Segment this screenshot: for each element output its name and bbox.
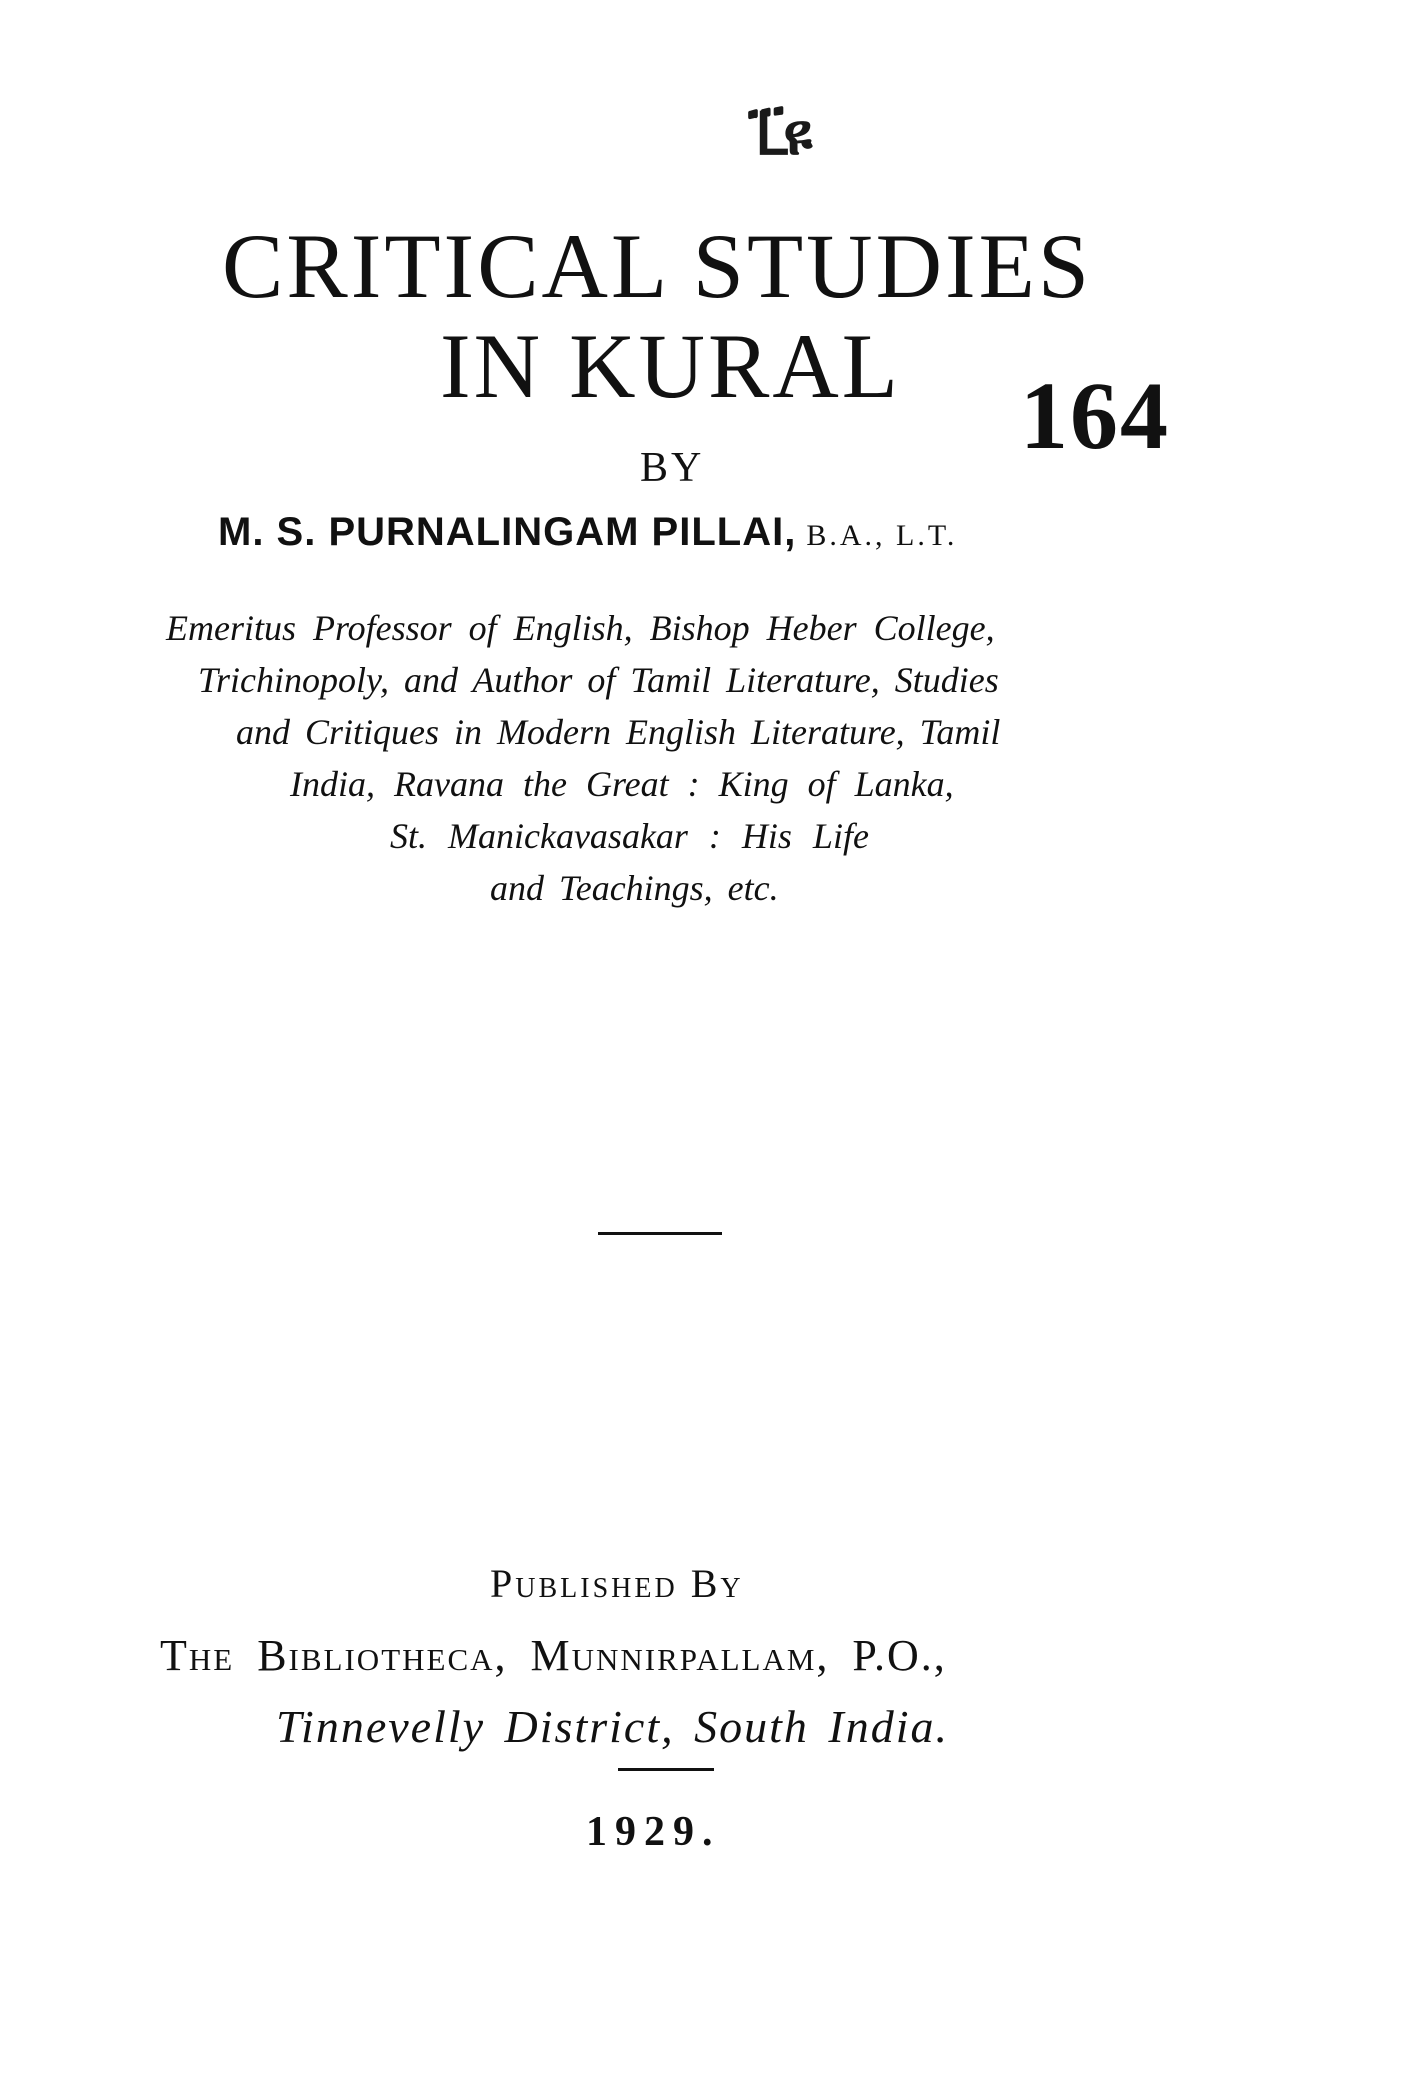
bio-line-5: St. Manickavasakar : His Life [390,816,869,856]
title-line-1: CRITICAL STUDIES [222,215,1093,317]
divider-rule-short [618,1768,714,1771]
title-line-2: IN KURAL [440,315,901,417]
author-degrees: B.A., L.T. [806,519,958,552]
publisher-place: Tinnevelly District, South India. [276,1701,949,1752]
publisher-name: The Bibliotheca, Munnirpallam, P.O., [160,1631,947,1680]
author-line [218,510,957,555]
bio-line-3: and Critiques in Modern English Literature, Tamil [236,712,1001,752]
handwritten-stamp-mark: ᒪ፝ዩ [755,100,811,168]
bio-line-6: and Teachings, etc. [490,868,779,908]
author-name: M. S. PURNALINGAM PILLAI, [218,510,797,554]
bio-line-2: Trichinopoly, and Author of Tamil Literature, Studies [198,660,999,700]
byline-by: BY [640,445,705,491]
shelf-number: 164 [1020,362,1170,469]
bio-line-4: India, Ravana the Great : King of Lanka, [290,764,954,804]
bio-line-1: Emeritus Professor of English, Bishop Heber College, [166,608,995,648]
divider-rule [598,1232,722,1235]
published-by-label: Published By [490,1561,744,1606]
publication-year: 1929. [586,1809,721,1855]
